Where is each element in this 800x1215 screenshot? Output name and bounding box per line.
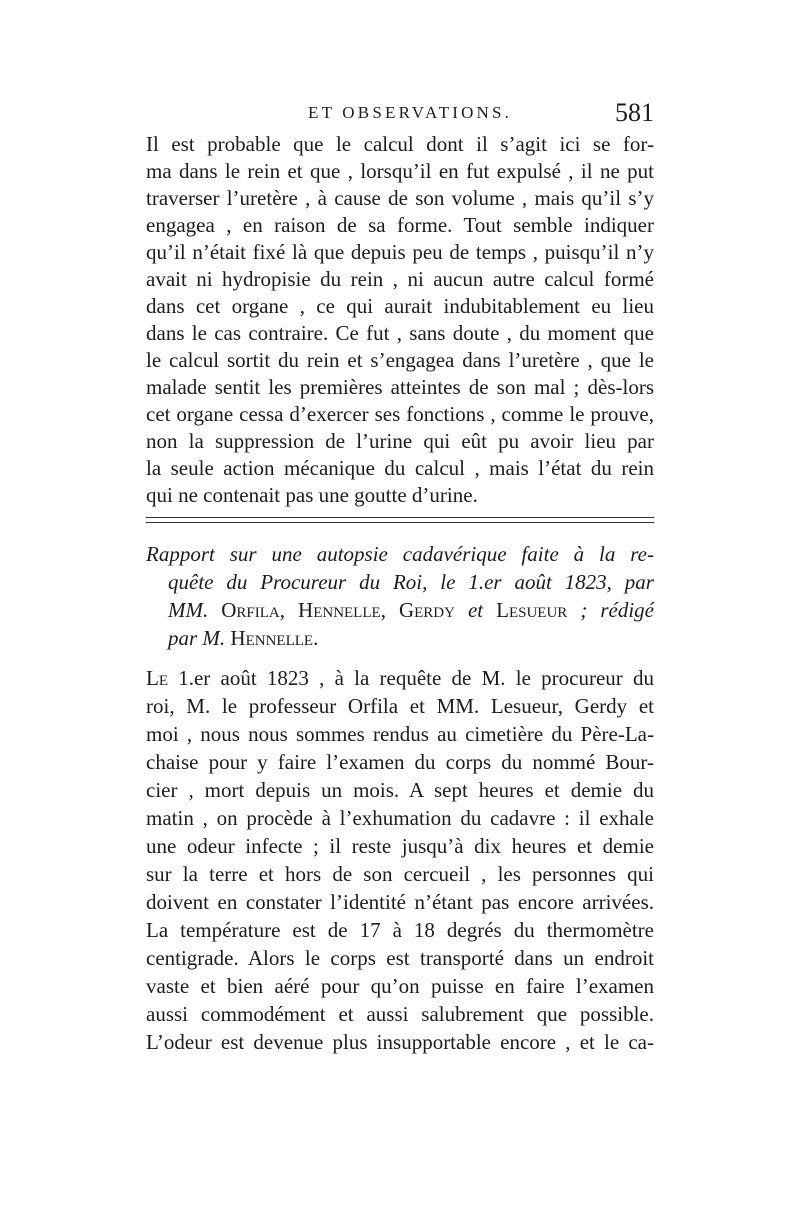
text-line: moi , nous nous sommes rendus au cimetière du Père-La-	[146, 722, 654, 746]
author-name: Hennelle	[230, 626, 314, 650]
text-line: cet organe cessa d’exercer ses fonctions , comme le prouve,	[146, 402, 654, 426]
title-text: ; rédigé	[567, 598, 654, 622]
text-line: dans cet organe , ce qui aurait indubitablement eu lieu	[146, 294, 654, 318]
text-line: une odeur infecte ; il reste jusqu’à dix heures et demie	[146, 834, 654, 858]
text-line: la seule action mécanique du calcul , mais l’état du rein	[146, 456, 654, 480]
title-text: MM.	[168, 598, 222, 622]
title-line-3	[168, 596, 654, 624]
text-line: qu’il n’était fixé là que depuis peu de temps , puisqu’il n’y	[146, 240, 654, 264]
title-line-1	[146, 540, 654, 568]
title-text: .	[313, 626, 319, 650]
separator-rule-bottom	[146, 522, 654, 523]
author-name: Hennelle	[298, 598, 381, 622]
separator-rule-top	[146, 517, 654, 518]
text-line: avait ni hydropisie du rein , ni aucun autre calcul formé	[146, 267, 654, 291]
text-line: malade sentit les premières atteintes de son mal ; dès-lors	[146, 375, 654, 399]
text-line: vaste et bien aéré pour qu’on puisse en faire l’examen	[146, 974, 654, 998]
text-line	[146, 664, 654, 692]
text-line: engagea , en raison de sa forme. Tout semble indiquer	[146, 213, 654, 237]
title-text: et	[454, 598, 497, 622]
first-word: Le	[146, 666, 168, 690]
text-line: cier , mort depuis un mois. A sept heures et demie du	[146, 778, 654, 802]
running-head	[146, 98, 654, 128]
text-line: traverser l’uretère , à cause de son volume , mais qu’il s’y	[146, 186, 654, 210]
text-line: qui ne contenait pas une goutte d’urine.	[146, 483, 478, 507]
text-line: sur la terre et hors de son cercueil , les personnes qui	[146, 862, 654, 886]
title-date: 1.er août 1823	[468, 570, 607, 594]
title-text: quête du Procureur du Roi, le	[168, 570, 469, 594]
text-line: doivent en constater l’identité n’étant pas encore arrivées.	[146, 890, 654, 914]
text-line: chaise pour y faire l’examen du corps du nommé Bour-	[146, 750, 654, 774]
title-text: ,	[279, 598, 299, 622]
text-line: L’odeur est devenue plus insupportable encore , et le ca-	[146, 1030, 654, 1054]
text-line: aussi commodément et aussi salubrement que possible.	[146, 1002, 654, 1026]
text-line: Il est probable que le calcul dont il s’agit ici se for-	[146, 132, 654, 156]
author-name: Lesueur	[496, 598, 568, 622]
title-line-4	[168, 624, 654, 652]
text-line: dans le cas contraire. Ce fut , sans doute , du moment que	[146, 321, 654, 345]
title-line-2	[168, 568, 654, 596]
title-text: ,	[380, 598, 399, 622]
page-number: 581	[615, 98, 654, 127]
text-line: matin , on procède à l’exhumation du cadavre : il exhale	[146, 806, 654, 830]
text-line: centigrade. Alors le corps est transporté dans un endroit	[146, 946, 654, 970]
text-span: 1.er août 1823 , à la requête de M. le procureur du	[168, 666, 654, 690]
text-line: La température est de 17 à 18 degrés du thermomètre	[146, 918, 654, 942]
text-line: non la suppression de l’urine qui eût pu avoir lieu par	[146, 429, 654, 453]
text-line: ma dans le rein et que , lorsqu’il en fut expulsé , il ne put	[146, 159, 654, 183]
running-head-title: ET OBSERVATIONS.	[308, 103, 513, 122]
title-text: , par	[606, 570, 654, 594]
text-line: le calcul sortit du rein et s’engagea dans l’uretère , que le	[146, 348, 654, 372]
author-name: Orfila	[221, 598, 280, 622]
text-line: roi, M. le professeur Orfila et MM. Lesueur, Gerdy et	[146, 694, 654, 718]
title-text: par M.	[168, 626, 231, 650]
author-name: Gerdy	[398, 598, 455, 622]
title-text: Rapport sur une autopsie cadavérique faite à la re-	[146, 542, 654, 566]
